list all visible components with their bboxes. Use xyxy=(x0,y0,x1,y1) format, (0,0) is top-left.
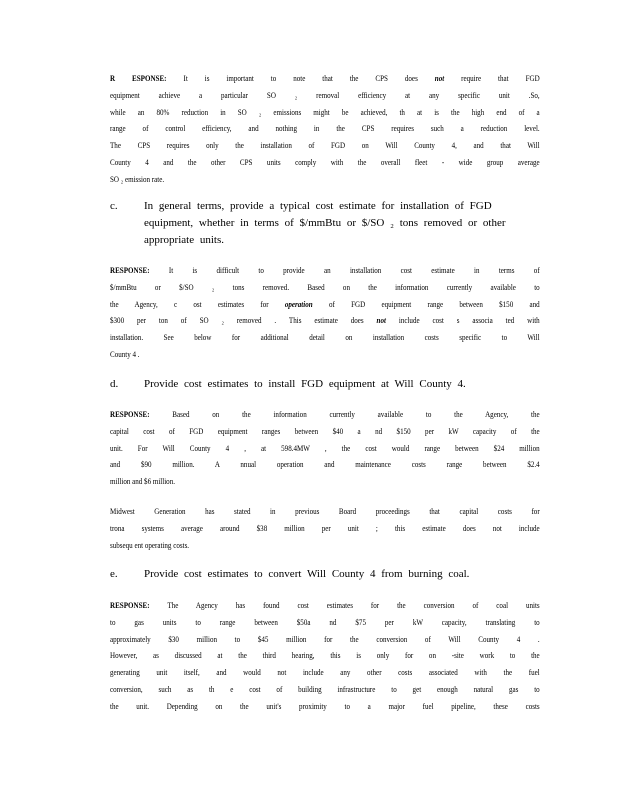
question-text xyxy=(144,376,504,393)
text-line: County 4 . xyxy=(110,348,140,359)
text-run: Based on the information currently available to the Agency, the xyxy=(149,409,540,419)
text-line: trona systems average around $38 million per unit ; this estimate does not include xyxy=(110,522,540,533)
text-line: Provide cost estimates to convert Will County 4 from burning coal. xyxy=(144,568,470,580)
text-line: subsequ ent operating costs. xyxy=(110,539,190,550)
text-line xyxy=(110,262,540,279)
question-letter: d. xyxy=(110,378,119,390)
text-line: $/mmBtu or $/SO ₂ tons removed. Based on the information currently available to xyxy=(110,281,540,292)
question-text xyxy=(144,566,504,583)
text-line xyxy=(110,70,540,87)
question-text xyxy=(144,198,504,249)
response-paragraph-c xyxy=(110,262,540,363)
text-line: equipment, whether in terms of $/mmBtu or $/SO ₂ tons removed or other xyxy=(144,217,506,229)
text-line: Midwest Generation has stated in previous Board proceedings that capital costs for xyxy=(110,506,540,516)
text-line xyxy=(110,312,540,329)
text-run: require that FGD xyxy=(444,73,540,83)
emphasis-text: not xyxy=(376,315,386,326)
text-line: while an 80% reduction in SO ₂ emissions might be achieved, th at is the high end of a xyxy=(110,106,540,117)
text-run: include cost s associa ted with xyxy=(385,315,540,326)
text-line xyxy=(110,296,540,313)
emphasis-text: operation xyxy=(284,298,313,309)
text-line: to gas units to range between $50a nd $75 per kW capacity, translating to xyxy=(110,616,540,627)
midwest-paragraph xyxy=(110,503,540,553)
text-line: equipment achieve a particular SO ₂ removal efficiency at any specific unit .So, xyxy=(110,89,540,100)
text-line: However, as discussed at the third hearing, this is only for on -site work to the xyxy=(110,650,540,661)
text-line: range of control efficiency, and nothing in the CPS requires such a reduction level. xyxy=(110,123,540,134)
text-run: $300 per ton of SO ₂ removed . This estimate does xyxy=(110,315,377,326)
text-line: County 4 and the other CPS units comply with the overall fleet - wide group average xyxy=(110,156,540,167)
response-label: RESPONSE: xyxy=(110,409,150,419)
text-line: approximately $30 million to $45 million for the conversion of Will County 4 . xyxy=(110,633,540,644)
text-line: Provide cost estimates to install FGD equipment at Will County 4. xyxy=(144,378,466,390)
text-line: installation. See below for additional detail on installation costs specific to Will xyxy=(110,332,540,343)
response-label: RESPONSE: xyxy=(110,265,150,275)
response-label: R ESPONSE: xyxy=(110,73,167,83)
response-paragraph-e xyxy=(110,597,540,715)
text-line: and $90 million. A nnual operation and maintenance costs range between $2.4 xyxy=(110,459,540,470)
text-run: It is important to note that the CPS does xyxy=(166,73,435,83)
text-line: capital cost of FGD equipment ranges between $40 a nd $150 per kW capacity of the xyxy=(110,425,540,436)
text-line: unit. For Will County 4 , at 598.4MW , the cost would range between $24 million xyxy=(110,442,540,453)
question-letter: c. xyxy=(110,200,118,212)
text-line: The CPS requires only the installation of FGD on Will County 4, and that Will xyxy=(110,140,540,151)
text-line: generating unit itself, and would not include any other costs associated with the fuel xyxy=(110,667,540,678)
response-paragraph-b xyxy=(110,70,540,188)
question-letter: e. xyxy=(110,568,118,580)
text-line xyxy=(110,597,540,614)
text-line: the unit. Depending on the unit's proximity to a major fuel pipeline, these costs xyxy=(110,700,540,711)
response-label: RESPONSE: xyxy=(110,600,150,610)
text-line: appropriate units. xyxy=(144,234,224,246)
response-paragraph-d xyxy=(110,406,540,490)
text-line: million and $6 million. xyxy=(110,476,175,487)
text-run: It is difficult to provide an installation cost estimate in terms of xyxy=(149,265,540,275)
text-run: the Agency, c ost estimates for xyxy=(110,298,285,309)
text-line: In general terms, provide a typical cost estimate for installation of FGD xyxy=(144,200,492,212)
text-line: conversion, such as th e cost of building infrastructure to get enough natural gas to xyxy=(110,683,540,694)
text-line: SO ₂ emission rate. xyxy=(110,173,165,184)
text-line xyxy=(110,406,540,423)
text-run: of FGD equipment range between $150 and xyxy=(312,298,540,309)
text-run: The Agency has found cost estimates for the conversion of coal units xyxy=(149,600,540,610)
emphasis-text: not xyxy=(434,73,445,83)
